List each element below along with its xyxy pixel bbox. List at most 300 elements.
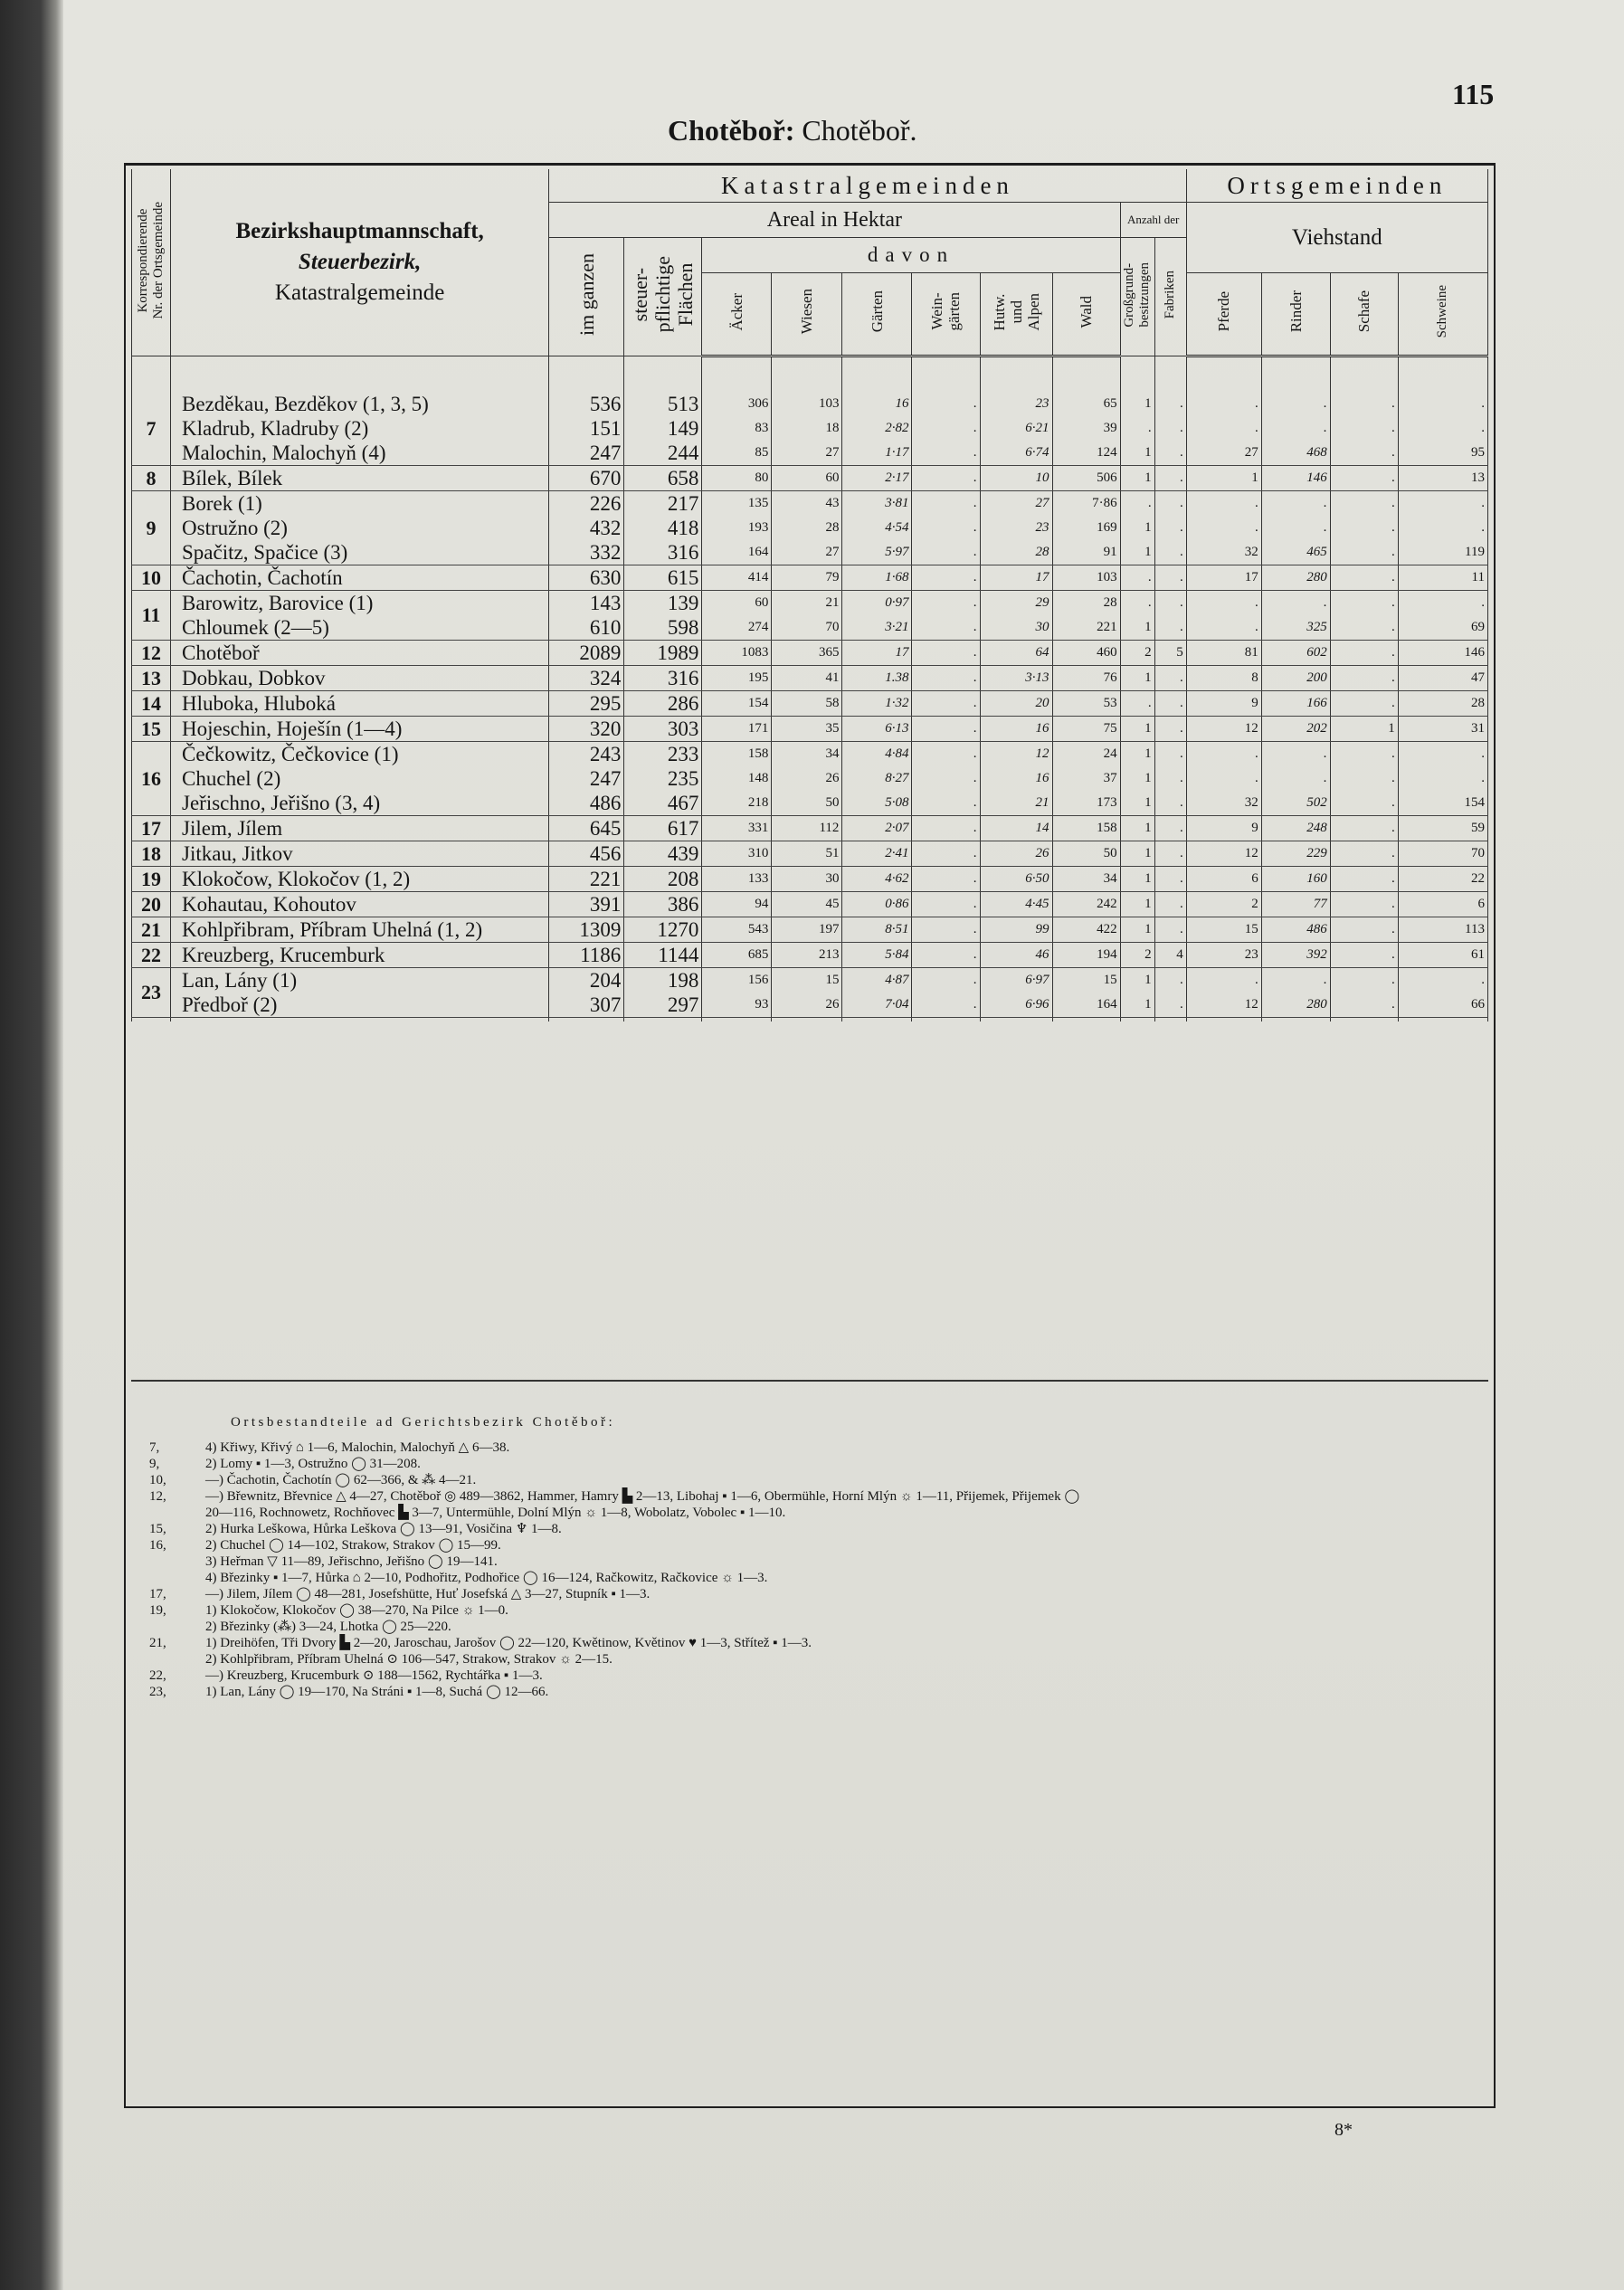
page-title <box>668 114 917 147</box>
value-garten: 1·68 <box>885 570 909 584</box>
value-gross: 1 <box>1144 846 1152 860</box>
cell-wald <box>1052 943 1120 968</box>
value-garten: 0·86 <box>885 897 909 911</box>
municipality-name: Předboř (2) <box>182 993 278 1016</box>
value-gross: 1 <box>1144 721 1152 736</box>
value-ganzen: 610 <box>589 616 622 639</box>
notes-separator <box>131 1380 1488 1382</box>
header-pferde: Pferde <box>1186 273 1261 356</box>
cell-wiesen <box>772 466 842 491</box>
value-acker: 685 <box>747 947 769 962</box>
value-steuer: 303 <box>667 717 699 740</box>
value-garten: 2·41 <box>885 846 909 860</box>
value-acker: 83 <box>755 421 769 435</box>
cell-schafe <box>1330 591 1398 641</box>
value-schafe: . <box>1391 496 1395 510</box>
cell-gross <box>1120 392 1154 466</box>
cell-pferde <box>1186 717 1261 742</box>
value-rinder: 502 <box>1306 795 1327 810</box>
cell-ganzen <box>549 666 624 691</box>
value-steuer: 386 <box>667 893 699 916</box>
cell-ganzen <box>549 491 624 565</box>
cell-schweine <box>1398 816 1487 841</box>
cell-hutw <box>980 666 1052 691</box>
value-hutw: 4·45 <box>1025 897 1049 911</box>
cell-wiesen <box>772 565 842 591</box>
value-garten: 0·97 <box>885 595 909 610</box>
footnote-text: —) Kreuzberg, Krucemburk ⊙ 188—1562, Rychtářka ▪ 1—3. <box>205 1668 543 1683</box>
table-row <box>132 666 1488 691</box>
cell-schweine <box>1398 491 1487 565</box>
cell-schweine <box>1398 892 1487 917</box>
value-hutw: 12 <box>1035 746 1049 761</box>
value-hutw: 16 <box>1035 721 1049 736</box>
cell-schweine <box>1398 641 1487 666</box>
cell-schweine <box>1398 968 1487 1018</box>
value-hutw: 6·21 <box>1025 421 1049 435</box>
value-steuer: 617 <box>667 817 699 840</box>
value-schweine: 22 <box>1471 871 1485 886</box>
cell-wein <box>912 491 980 565</box>
cell-acker <box>702 841 772 867</box>
footnotes <box>149 1414 1488 1700</box>
value-wein: . <box>973 670 977 685</box>
cell-garten <box>842 641 912 666</box>
row-names <box>171 491 549 565</box>
cell-rinder <box>1261 917 1330 943</box>
cell-gross <box>1120 466 1154 491</box>
cell-hutw <box>980 742 1052 816</box>
table-row <box>132 641 1488 666</box>
value-acker: 60 <box>755 595 769 610</box>
cell-schweine <box>1398 691 1487 717</box>
value-wein: . <box>973 922 977 936</box>
value-garten: 3·81 <box>885 496 909 510</box>
value-schafe: . <box>1391 897 1395 911</box>
cell-steuer <box>624 691 702 717</box>
cell-fabr <box>1154 717 1186 742</box>
cell-acker <box>702 917 772 943</box>
footnote-text: —) Čachotin, Čachotín ◯ 62—366, & ⁂ 4—21. <box>205 1473 477 1487</box>
cell-fabr <box>1154 892 1186 917</box>
value-acker: 331 <box>747 821 769 835</box>
value-schafe: . <box>1391 620 1395 634</box>
municipality-name: Lan, Lány (1) <box>182 969 298 992</box>
value-schweine: 70 <box>1471 846 1485 860</box>
value-acker: 1083 <box>741 645 769 660</box>
cell-steuer <box>624 591 702 641</box>
cell-wald <box>1052 717 1120 742</box>
value-garten: 2·17 <box>885 470 909 485</box>
value-steuer: 513 <box>667 393 699 415</box>
value-pferde: . <box>1254 421 1258 435</box>
statistics-table <box>131 169 1488 1021</box>
table-header <box>132 169 1488 356</box>
footnote-text: 2) Chuchel ◯ 14—102, Strakow, Strakov ◯ 15—99. <box>205 1538 501 1553</box>
cell-schafe <box>1330 466 1398 491</box>
cell-rinder <box>1261 565 1330 591</box>
cell-wald <box>1052 892 1120 917</box>
cell-acker <box>702 742 772 816</box>
value-steuer: 316 <box>667 667 699 689</box>
value-garten: 1.38 <box>885 670 909 685</box>
cell-wein <box>912 717 980 742</box>
value-acker: 80 <box>755 470 769 485</box>
cell-pferde <box>1186 943 1261 968</box>
value-pferde: 8 <box>1251 670 1258 685</box>
cell-fabr <box>1154 392 1186 466</box>
header-acker: Äcker <box>702 273 772 356</box>
cell-wald <box>1052 691 1120 717</box>
value-ganzen: 536 <box>589 393 622 415</box>
value-schafe: . <box>1391 846 1395 860</box>
value-fabr: . <box>1179 421 1183 435</box>
cell-hutw <box>980 943 1052 968</box>
value-wald: 24 <box>1103 746 1117 761</box>
cell-schweine <box>1398 466 1487 491</box>
footnote-line <box>149 1537 1488 1554</box>
cell-schweine <box>1398 917 1487 943</box>
value-fabr: . <box>1179 520 1183 535</box>
footnote-line <box>149 1651 1488 1668</box>
value-schweine: 28 <box>1471 696 1485 710</box>
footnote-line <box>149 1488 1488 1505</box>
row-number: 21 <box>132 917 171 943</box>
cell-fabr <box>1154 666 1186 691</box>
municipality-name: Kladrub, Kladruby (2) <box>182 417 369 440</box>
cell-fabr <box>1154 641 1186 666</box>
value-gross: 1 <box>1144 771 1152 785</box>
cell-acker <box>702 641 772 666</box>
book-binding-shadow <box>0 0 63 2290</box>
cell-schafe <box>1330 392 1398 466</box>
value-hutw: 14 <box>1035 821 1049 835</box>
value-acker: 306 <box>747 396 769 411</box>
cell-gross <box>1120 841 1154 867</box>
value-acker: 158 <box>747 746 769 761</box>
value-schafe: . <box>1391 421 1395 435</box>
cell-steuer <box>624 641 702 666</box>
value-wein: . <box>973 721 977 736</box>
value-rinder: 325 <box>1306 620 1327 634</box>
footnote-line <box>149 1668 1488 1684</box>
value-wiesen: 27 <box>825 545 840 559</box>
cell-rinder <box>1261 491 1330 565</box>
cell-garten <box>842 943 912 968</box>
value-fabr: 4 <box>1176 947 1183 962</box>
footnote-text: 2) Březinky (⁂) 3—24, Lhotka ◯ 25—220. <box>205 1620 451 1634</box>
cell-wiesen <box>772 491 842 565</box>
value-wiesen: 35 <box>825 721 840 736</box>
cell-rinder <box>1261 641 1330 666</box>
header-wiesen: Wiesen <box>772 273 842 356</box>
value-schafe: . <box>1391 947 1395 962</box>
value-steuer: 235 <box>667 767 699 790</box>
value-wiesen: 79 <box>825 570 840 584</box>
row-names <box>171 641 549 666</box>
value-steuer: 316 <box>667 541 699 564</box>
cell-acker <box>702 666 772 691</box>
footnote-key <box>149 1619 205 1635</box>
row-names <box>171 968 549 1018</box>
cell-pferde <box>1186 841 1261 867</box>
cell-rinder <box>1261 392 1330 466</box>
value-ganzen: 645 <box>589 817 622 840</box>
table-row <box>132 816 1488 841</box>
value-wiesen: 45 <box>825 897 840 911</box>
value-steuer: 297 <box>667 993 699 1016</box>
value-schweine: . <box>1481 496 1485 510</box>
value-acker: 195 <box>747 670 769 685</box>
value-fabr: . <box>1179 545 1183 559</box>
value-schweine: . <box>1481 396 1485 411</box>
value-ganzen: 456 <box>589 842 622 865</box>
value-gross: 1 <box>1144 897 1152 911</box>
cell-acker <box>702 867 772 892</box>
municipality-name: Bílek, Bílek <box>182 467 283 489</box>
value-schweine: . <box>1481 595 1485 610</box>
value-wiesen: 58 <box>825 696 840 710</box>
header-steuerpflichtige: steuer- pflichtige Flächen <box>624 238 702 356</box>
value-acker: 154 <box>747 696 769 710</box>
value-pferde: 15 <box>1244 922 1258 936</box>
cell-ganzen <box>549 917 624 943</box>
cell-schafe <box>1330 841 1398 867</box>
cell-steuer <box>624 466 702 491</box>
value-rinder: 486 <box>1306 922 1327 936</box>
value-schweine: . <box>1481 973 1485 987</box>
value-schweine: 6 <box>1477 897 1485 911</box>
value-rinder: 465 <box>1306 545 1327 559</box>
row-names <box>171 591 549 641</box>
value-schweine: 119 <box>1465 545 1485 559</box>
row-names <box>171 565 549 591</box>
value-rinder: . <box>1324 396 1327 411</box>
value-schafe: . <box>1391 973 1395 987</box>
municipality-name: Barowitz, Barovice (1) <box>182 592 374 614</box>
cell-wald <box>1052 666 1120 691</box>
value-garten: 4·84 <box>885 746 909 761</box>
value-fabr: . <box>1179 696 1183 710</box>
row-number: 9 <box>132 491 171 565</box>
cell-wein <box>912 892 980 917</box>
value-steuer: 208 <box>667 868 699 890</box>
cell-schweine <box>1398 666 1487 691</box>
value-schafe: . <box>1391 771 1395 785</box>
value-ganzen: 204 <box>589 969 622 992</box>
value-wiesen: 26 <box>825 997 840 1012</box>
cell-hutw <box>980 816 1052 841</box>
value-acker: 274 <box>747 620 769 634</box>
value-ganzen: 243 <box>589 743 622 765</box>
cell-pferde <box>1186 565 1261 591</box>
value-schweine: 11 <box>1471 570 1485 584</box>
cell-wiesen <box>772 816 842 841</box>
value-pferde: 81 <box>1244 645 1258 660</box>
table-row <box>132 717 1488 742</box>
page-title-bold: Chotěboř: <box>668 114 795 147</box>
cell-wiesen <box>772 943 842 968</box>
value-acker: 93 <box>755 997 769 1012</box>
municipality-name: Čečkowitz, Čečkovice (1) <box>182 743 399 765</box>
value-pferde: . <box>1254 595 1258 610</box>
value-wein: . <box>973 421 977 435</box>
cell-gross <box>1120 591 1154 641</box>
value-schweine: . <box>1481 421 1485 435</box>
value-rinder: . <box>1324 496 1327 510</box>
value-schafe: . <box>1391 821 1395 835</box>
value-steuer: 217 <box>667 492 699 515</box>
row-number: 16 <box>132 742 171 816</box>
value-schafe: . <box>1391 871 1395 886</box>
cell-garten <box>842 691 912 717</box>
cell-ganzen <box>549 466 624 491</box>
header-bezirk: Bezirkshauptmannschaft, Steuerbezirk, Katastralgemeinde <box>171 169 549 356</box>
value-garten: 2·82 <box>885 421 909 435</box>
footnotes-body <box>149 1440 1488 1700</box>
value-steuer: 1989 <box>657 641 699 664</box>
cell-ganzen <box>549 968 624 1018</box>
value-garten: 5·97 <box>885 545 909 559</box>
value-gross: 1 <box>1144 670 1152 685</box>
cell-schafe <box>1330 968 1398 1018</box>
cell-pferde <box>1186 466 1261 491</box>
cell-ganzen <box>549 691 624 717</box>
cell-wein <box>912 641 980 666</box>
value-hutw: 64 <box>1035 645 1049 660</box>
header-katastralgemeinden: Katastralgemeinden <box>549 169 1186 203</box>
value-garten: 8·27 <box>885 771 909 785</box>
value-ganzen: 1309 <box>579 918 622 941</box>
cell-ganzen <box>549 943 624 968</box>
value-gross: 1 <box>1144 922 1152 936</box>
header-davon: davon <box>702 238 1120 273</box>
value-fabr: . <box>1179 595 1183 610</box>
cell-rinder <box>1261 666 1330 691</box>
header-schafe: Schafe <box>1330 273 1398 356</box>
value-acker: 135 <box>747 496 769 510</box>
footnote-key: 15, <box>149 1522 166 1536</box>
value-wein: . <box>973 470 977 485</box>
value-schweine: 146 <box>1464 645 1485 660</box>
cell-ganzen <box>549 841 624 867</box>
value-fabr: . <box>1179 670 1183 685</box>
cell-hutw <box>980 591 1052 641</box>
value-garten: 16 <box>895 396 909 411</box>
cell-schafe <box>1330 943 1398 968</box>
cell-wiesen <box>772 591 842 641</box>
row-names <box>171 917 549 943</box>
value-ganzen: 307 <box>589 993 622 1016</box>
value-wald: 124 <box>1097 445 1117 460</box>
cell-acker <box>702 491 772 565</box>
value-rinder: 392 <box>1306 947 1327 962</box>
value-wein: . <box>973 821 977 835</box>
footnote-line <box>149 1619 1488 1635</box>
cell-hutw <box>980 392 1052 466</box>
cell-fabr <box>1154 968 1186 1018</box>
footnote-line <box>149 1472 1488 1488</box>
value-ganzen: 247 <box>589 442 622 464</box>
value-rinder: 602 <box>1306 645 1327 660</box>
row-names <box>171 816 549 841</box>
value-fabr: . <box>1179 496 1183 510</box>
cell-acker <box>702 968 772 1018</box>
footnote-line <box>149 1505 1488 1521</box>
value-hutw: 3·13 <box>1025 670 1049 685</box>
row-names <box>171 466 549 491</box>
cell-hutw <box>980 691 1052 717</box>
cell-acker <box>702 892 772 917</box>
cell-steuer <box>624 816 702 841</box>
cell-fabr <box>1154 867 1186 892</box>
cell-ganzen <box>549 591 624 641</box>
row-number: 15 <box>132 717 171 742</box>
cell-steuer <box>624 666 702 691</box>
footnote-key: 17, <box>149 1587 166 1601</box>
value-hutw: 6·50 <box>1025 871 1049 886</box>
cell-gross <box>1120 565 1154 591</box>
value-pferde: 12 <box>1244 997 1258 1012</box>
value-wein: . <box>973 645 977 660</box>
value-hutw: 21 <box>1035 795 1049 810</box>
value-gross: . <box>1147 421 1152 435</box>
cell-hutw <box>980 867 1052 892</box>
footnote-text: —) Jilem, Jílem ◯ 48—281, Josefshütte, Huť Josefská △ 3—27, Stupník ▪ 1—3. <box>205 1587 651 1601</box>
cell-schafe <box>1330 491 1398 565</box>
cell-garten <box>842 968 912 1018</box>
cell-wiesen <box>772 742 842 816</box>
value-schafe: . <box>1391 922 1395 936</box>
cell-wald <box>1052 466 1120 491</box>
value-pferde: 9 <box>1251 696 1258 710</box>
cell-pferde <box>1186 591 1261 641</box>
value-wald: 422 <box>1097 922 1117 936</box>
value-schweine: 95 <box>1471 445 1485 460</box>
value-wiesen: 213 <box>818 947 840 962</box>
value-wein: . <box>973 545 977 559</box>
table-row <box>132 392 1488 466</box>
value-pferde: 12 <box>1244 846 1258 860</box>
footnote-key: 9, <box>149 1457 160 1471</box>
value-garten: 2·07 <box>885 821 909 835</box>
value-acker: 164 <box>747 545 769 559</box>
value-ganzen: 486 <box>589 792 622 814</box>
municipality-name: Hojeschin, Hoješín (1—4) <box>182 717 403 740</box>
value-gross: 2 <box>1144 947 1152 962</box>
value-ganzen: 295 <box>589 692 622 715</box>
value-wiesen: 15 <box>825 973 840 987</box>
value-rinder: 248 <box>1306 821 1327 835</box>
value-pferde: 6 <box>1251 871 1258 886</box>
cell-gross <box>1120 666 1154 691</box>
cell-garten <box>842 816 912 841</box>
value-pferde: 12 <box>1244 721 1258 736</box>
value-fabr: . <box>1179 396 1183 411</box>
value-ganzen: 391 <box>589 893 622 916</box>
footnote-text: 1) Klokočow, Klokočov ◯ 38—270, Na Pilce ☼ 1—0. <box>205 1603 508 1618</box>
value-pferde: 2 <box>1251 897 1258 911</box>
value-ganzen: 221 <box>589 868 622 890</box>
cell-wein <box>912 867 980 892</box>
cell-fabr <box>1154 943 1186 968</box>
value-steuer: 149 <box>667 417 699 440</box>
footnote-line <box>149 1635 1488 1651</box>
footnote-line <box>149 1684 1488 1700</box>
value-rinder: 280 <box>1306 997 1327 1012</box>
cell-wiesen <box>772 392 842 466</box>
value-wald: 34 <box>1103 871 1117 886</box>
